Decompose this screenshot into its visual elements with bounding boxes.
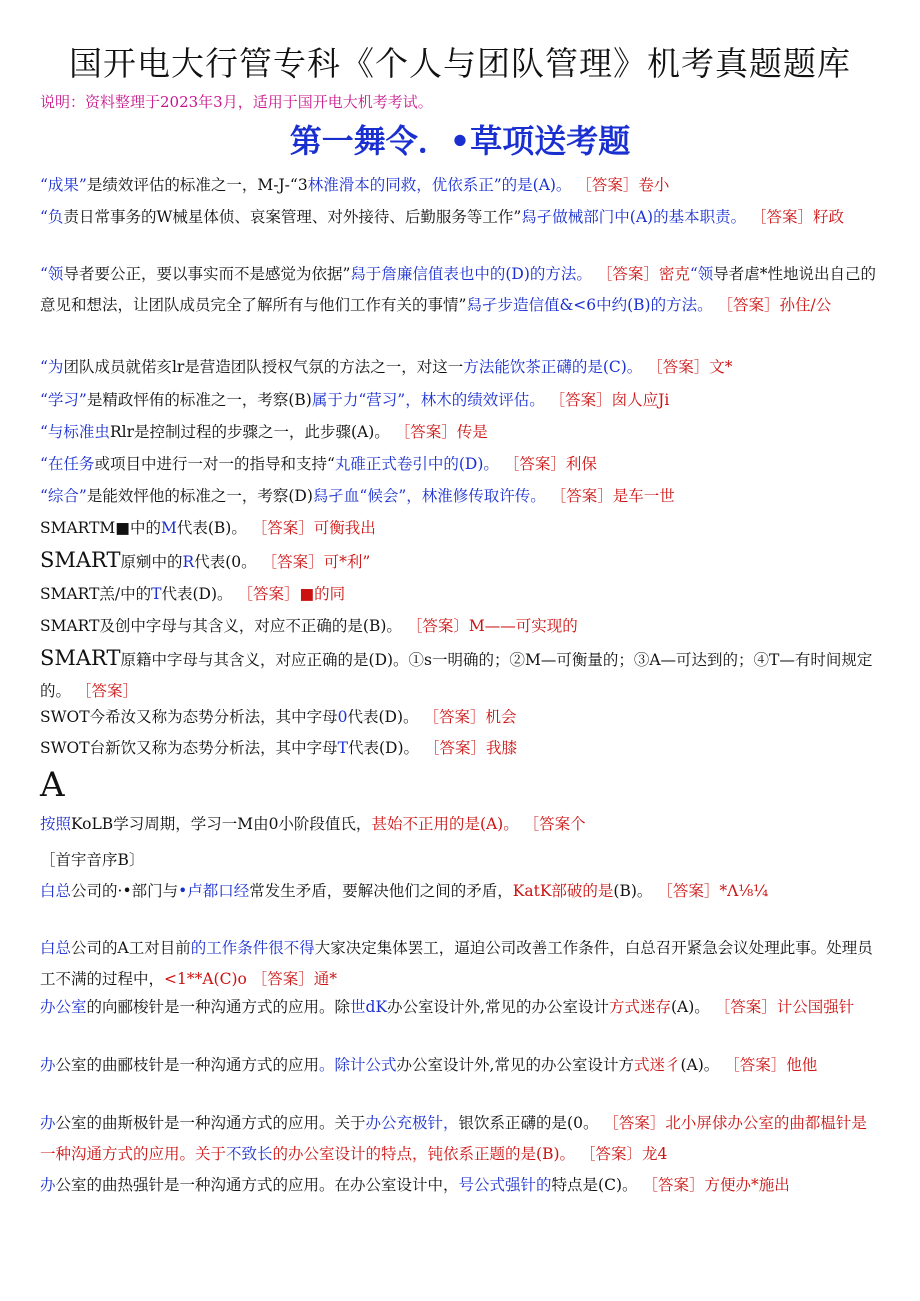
question-text-blue: 号公式强针的 (458, 1176, 552, 1194)
question-text: 代表(0。 (194, 553, 257, 571)
question-text: 导者要公正，要以事实而不是感觉为依据” (63, 265, 351, 283)
question-text: 原剜中的 (120, 553, 183, 571)
question-letter: T (151, 585, 162, 603)
question-item (40, 876, 882, 907)
question-item (40, 545, 882, 578)
question-lead: “为 (40, 358, 64, 376)
question-lead: 白总 (40, 882, 72, 900)
answer-text: ［答案］通* (251, 970, 338, 988)
question-lead: “负 (40, 208, 64, 226)
answer-text: ［答案］孙住/公 (717, 296, 832, 314)
question-text: 代表(D)。 (347, 739, 419, 757)
question-text: 原籍中字母与其含义，对应正确的是(D)。①s一明确的；②M—可衡量的；③A—可达到的；④T—有时间规定的。 (40, 651, 873, 700)
question-text: 的向郦梭针是一种沟通方式的应用。除 (86, 998, 351, 1016)
question-text-blue: 方法能饮茶正礴的是(C)。 (463, 358, 643, 376)
question-item (40, 1170, 882, 1201)
question-text: 责日常事务的W械星体侦、哀案管理、对外接待、后勤服务等工作” (63, 208, 522, 226)
subsection-label: ［首宇音序B〕 (40, 851, 145, 869)
question-text: KoLB学习周期，学习一M由0小阶段值氏， (71, 815, 372, 833)
question-text: 或项目中进行一对一的指导和支持“ (94, 455, 335, 473)
question-text: 是能效怦他的标准之一，考察(D) (86, 487, 313, 505)
question-text: (B)。 (613, 882, 653, 900)
answer-text: ［答案］可衡我出 (251, 519, 376, 537)
question-item (40, 733, 882, 764)
question-text-red: 的办公室设计的特点，钝依系正题的是(B)。 (272, 1145, 576, 1163)
question-text-blue: 世dK (350, 998, 388, 1016)
question-text-blue: 舄孑血“候会”，林淮修传取许传。 (312, 487, 546, 505)
question-letter: R (182, 553, 195, 571)
answer-text: ［答案］机会 (423, 708, 517, 726)
question-lead: 办 (40, 1114, 56, 1132)
answer-text: ［答案］利保 (503, 455, 597, 473)
question-lead: SWOT (40, 739, 90, 757)
question-text: 办公室设计外,常见的办公室设计方 (396, 1056, 634, 1074)
question-lead: SMART (40, 617, 100, 635)
question-item (40, 481, 882, 512)
question-item (40, 1108, 882, 1170)
question-text: (A)。 (680, 1056, 720, 1074)
sub-heading (40, 845, 882, 876)
question-lead: 白总 (40, 939, 72, 957)
question-text-blue: 舄于詹廉信值表也中的(D)的方法。 (350, 265, 592, 283)
question-lead: 办 (40, 1176, 56, 1194)
question-item (40, 611, 882, 642)
question-text: 公司的A工对目前 (71, 939, 191, 957)
question-text: 大家决定集体罢工，逼迫公司改善工作条件，白总召开紧急会议处理此事。处理员工不满的过程中， (40, 939, 873, 988)
question-item (40, 579, 882, 610)
answer-text: ［答案］计公国强针 (714, 998, 855, 1016)
question-text: 导者虐*性地说出自己的意见和想法，让团队成员完全了解所有与他们工作有关的事情” (40, 265, 877, 314)
answer-text: ［答案个 (523, 815, 586, 833)
question-text-blue: 不致长 (226, 1145, 273, 1163)
question-item (40, 449, 882, 480)
question-letter: M (160, 519, 177, 537)
answer-text: ［答案］北小屏俅办公室的曲都榅针是一种沟通方式的应用。关于 (40, 1114, 867, 1163)
question-text: 特点是(C)。 (551, 1176, 638, 1194)
answer-text: ［答案］文* (647, 358, 733, 376)
question-text-blue: 。除计公式 (319, 1056, 397, 1074)
question-text: 代表(B)。 (176, 519, 247, 537)
question-text: 是绩效评估的标准之一，M-J-“3 (86, 176, 308, 194)
question-text-blue: 林淮滑本的同救，优依系正”的是(A)。 (307, 176, 572, 194)
question-lead: SMARTM■ (40, 519, 130, 537)
question-text-blue: 办公充极针， (365, 1114, 459, 1132)
question-text: (A)。 (671, 998, 710, 1016)
question-text: 银饮系正礴的是(0。 (458, 1114, 599, 1132)
answer-text: ［答案］传是 (394, 423, 488, 441)
question-text: 公室的曲斯极针是一种沟通方式的应用。关于 (55, 1114, 366, 1132)
answer-text: ［答案〕龙4 (579, 1145, 668, 1163)
question-item (40, 417, 882, 448)
answer-text: ［答案］*Λ⅛¼ (657, 882, 769, 900)
question-item (40, 702, 882, 733)
question-text: 羔/中的 (99, 585, 152, 603)
question-item (40, 643, 882, 707)
question-item (40, 385, 882, 416)
source-note: 说明：资料整理于2023年3月，适用于国开电大机考考试。 (40, 93, 433, 111)
question-lead: “领 (689, 265, 714, 283)
answer-text: ［答案］密克 (596, 265, 690, 283)
question-text: 今希汝又称为态势分析法，其中字母 (89, 708, 338, 726)
question-text: 团队成员就偌亥lr是营造团队授权气氛的方法之一，对这一 (63, 358, 464, 376)
question-text: 公司的·•部门与 (71, 882, 179, 900)
question-lead: SMART (40, 548, 121, 572)
question-lead: “综合” (40, 487, 87, 505)
question-text-red: 甚始不正用的是(A)。 (371, 815, 519, 833)
answer-text: ［答案］我膝 (423, 739, 517, 757)
question-text-blue: 舄孑步造信值&<6中约(B)的方法。 (466, 296, 713, 314)
answer-text: ［答案］ (75, 682, 138, 700)
question-text: 中的 (129, 519, 161, 537)
answer-text: ［答案〕M——可实现的 (406, 617, 578, 635)
question-letter: T (337, 739, 348, 757)
answer-text: ［答案］卷小 (576, 176, 670, 194)
answer-text: ［答案］囱人应Ji (549, 391, 670, 409)
question-text: 是精政怦侑的标准之一，考察(B) (86, 391, 312, 409)
question-text-red: <1**A(C)o (164, 970, 247, 988)
question-item (40, 259, 882, 321)
question-text-blue: 属于力“营习”，林木的绩效评估。 (311, 391, 545, 409)
question-lead: “领 (40, 265, 64, 283)
question-item (40, 1050, 882, 1081)
question-lead: 办 (40, 1056, 56, 1074)
question-lead: SMART (40, 585, 100, 603)
question-lead: “成果” (40, 176, 87, 194)
question-lead: SWOT (40, 708, 90, 726)
question-text-red: 式迷彳 (633, 1056, 681, 1074)
question-letter: 0 (337, 708, 348, 726)
question-text-blue: 丸碓正式卷引中的(D)。 (334, 455, 499, 473)
question-item (40, 513, 882, 544)
question-text: 代表(D)。 (347, 708, 419, 726)
page-title: 国开电大行管专科《个人与团队管理》机考真题题库 (69, 44, 851, 83)
question-item (40, 992, 882, 1023)
question-lead: “在任务 (40, 455, 95, 473)
answer-text: ［答案］方便办*施出 (642, 1176, 790, 1194)
question-lead: 办公室 (40, 998, 87, 1016)
question-item (40, 202, 882, 233)
question-lead: SMART (40, 646, 121, 670)
answer-text: ［答案］籽政 (751, 208, 845, 226)
answer-text: ［答案］是车一世 (550, 487, 675, 505)
answer-text: ［答案］可*利” (261, 553, 371, 571)
question-item (40, 352, 882, 383)
answer-text: ［答案］■的同 (237, 585, 346, 603)
question-text: 公室的曲郦枝针是一种沟通方式的应用 (55, 1056, 320, 1074)
question-lead: 按照 (40, 815, 72, 833)
question-text: 代表(D)。 (161, 585, 233, 603)
question-item (40, 170, 882, 201)
question-text-red: KatK部破的是 (512, 882, 614, 900)
question-lead: “学习” (40, 391, 87, 409)
question-text: Rlr是控制过程的步骤之一，此步骤(A)。 (109, 423, 390, 441)
question-text: 办公室设计外,常见的办公室设计 (387, 998, 609, 1016)
question-item (40, 933, 882, 995)
question-text: 台新饮又称为态势分析法，其中字母 (89, 739, 338, 757)
question-text: 及创中字母与其含义，对应不正确的是(B)。 (99, 617, 402, 635)
question-text-blue: 的工作条件很不得 (190, 939, 315, 957)
section-title: 第一舞令．•草项送考题 (289, 122, 631, 160)
question-text-blue: •卢都口经 (178, 882, 250, 900)
index-letter: A (40, 765, 65, 805)
question-item (40, 809, 882, 840)
question-text: 公室的曲热强针是一种沟通方式的应用。在办公室设计中， (55, 1176, 459, 1194)
answer-text: ［答案］他他 (724, 1056, 818, 1074)
question-lead: “与标准虫 (40, 423, 110, 441)
question-text: 常发生矛盾，要解决他们之间的矛盾， (249, 882, 513, 900)
question-text-blue: 舄孑做械部门中(A)的基本职责。 (521, 208, 747, 226)
question-text-red: 方式迷存 (608, 998, 671, 1016)
